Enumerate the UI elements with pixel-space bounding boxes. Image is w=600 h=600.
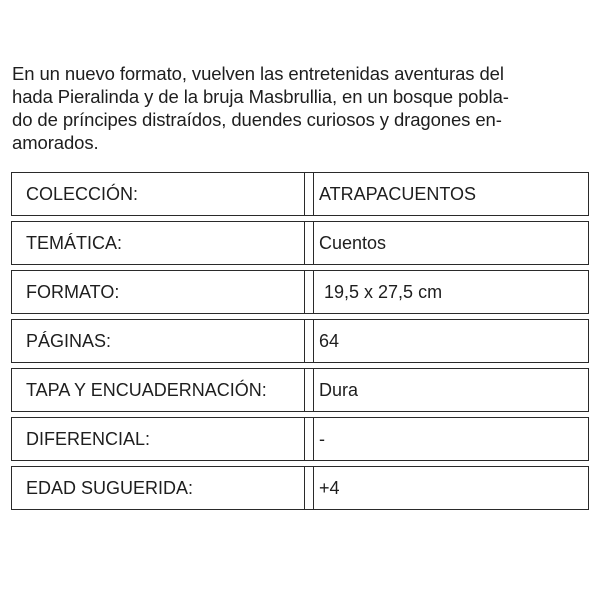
spec-label: EDAD SUGUERIDA: — [11, 466, 314, 510]
spec-table — [11, 172, 589, 515]
spec-row-diferencial — [11, 417, 589, 461]
spec-label: FORMATO: — [11, 270, 314, 314]
spec-label: TEMÁTICA: — [11, 221, 314, 265]
product-description — [12, 62, 592, 154]
spec-value: 19,5 x 27,5 cm — [304, 270, 589, 314]
description-line: amorados. — [12, 132, 99, 153]
spec-value: ATRAPACUENTOS — [304, 172, 589, 216]
spec-row-formato — [11, 270, 589, 314]
description-line: hada Pieralinda y de la bruja Masbrullia, en un bosque pobla- — [12, 86, 509, 107]
description-line: do de príncipes distraídos, duendes curiosos y dragones en- — [12, 109, 502, 130]
spec-row-coleccion — [11, 172, 589, 216]
spec-value: Dura — [304, 368, 589, 412]
spec-label: COLECCIÓN: — [11, 172, 314, 216]
spec-value: 64 — [304, 319, 589, 363]
spec-label: DIFERENCIAL: — [11, 417, 314, 461]
spec-value: - — [304, 417, 589, 461]
spec-row-edad — [11, 466, 589, 510]
spec-value: +4 — [304, 466, 589, 510]
spec-label: PÁGINAS: — [11, 319, 314, 363]
description-line: En un nuevo formato, vuelven las entretenidas aventuras del — [12, 63, 504, 84]
spec-value: Cuentos — [304, 221, 589, 265]
spec-row-tapa — [11, 368, 589, 412]
spec-row-paginas — [11, 319, 589, 363]
spec-row-tematica — [11, 221, 589, 265]
spec-label: TAPA Y ENCUADERNACIÓN: — [11, 368, 314, 412]
